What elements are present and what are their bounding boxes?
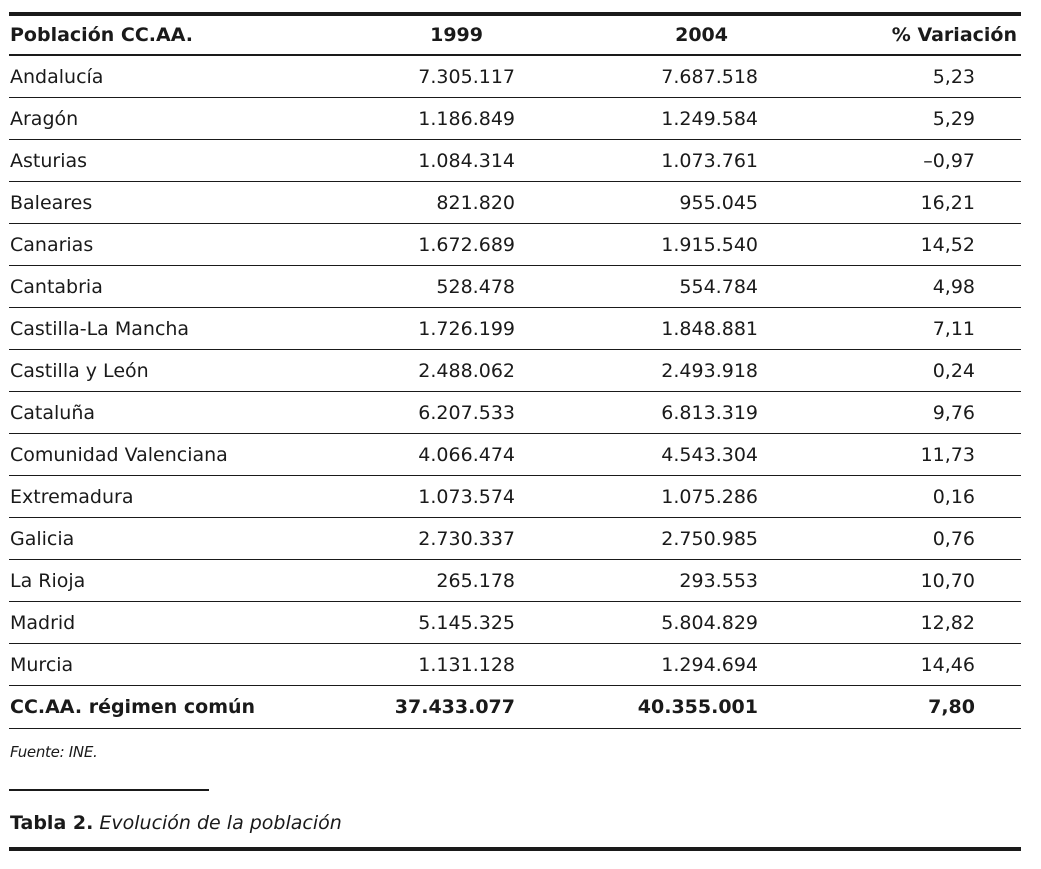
pop-1999-cell: 1.131.128 [349, 644, 515, 686]
table-row [9, 476, 1021, 518]
pop-2004-cell: 1.075.286 [515, 476, 758, 518]
pop-1999-cell: 1.073.574 [349, 476, 515, 518]
variation-cell: 0,76 [758, 518, 1021, 560]
pop-2004-cell: 1.915.540 [515, 224, 758, 266]
bottom-rule [9, 847, 1021, 851]
pop-1999-cell: 821.820 [349, 182, 515, 224]
variation-cell: 14,46 [758, 644, 1021, 686]
region-cell: Asturias [9, 140, 349, 182]
total-1999: 37.433.077 [349, 686, 515, 729]
variation-cell: 4,98 [758, 266, 1021, 308]
pop-1999-cell: 5.145.325 [349, 602, 515, 644]
region-cell: Baleares [9, 182, 349, 224]
region-cell: Andalucía [9, 55, 349, 98]
pop-2004-cell: 554.784 [515, 266, 758, 308]
total-variation: 7,80 [758, 686, 1021, 729]
table-row [9, 98, 1021, 140]
variation-cell: 11,73 [758, 434, 1021, 476]
table-row [9, 308, 1021, 350]
pop-2004-cell: 1.294.694 [515, 644, 758, 686]
table-row [9, 602, 1021, 644]
total-2004: 40.355.001 [515, 686, 758, 729]
pop-2004-cell: 1.073.761 [515, 140, 758, 182]
variation-cell: 7,11 [758, 308, 1021, 350]
table-row [9, 518, 1021, 560]
header-variation: % Variación [758, 16, 1021, 55]
variation-cell: 0,16 [758, 476, 1021, 518]
variation-cell: 10,70 [758, 560, 1021, 602]
pop-2004-cell: 4.543.304 [515, 434, 758, 476]
pop-1999-cell: 1.186.849 [349, 98, 515, 140]
table-row [9, 434, 1021, 476]
pop-2004-cell: 2.493.918 [515, 350, 758, 392]
variation-cell: 16,21 [758, 182, 1021, 224]
header-region: Población CC.AA. [9, 16, 349, 55]
table-row [9, 644, 1021, 686]
region-cell: Murcia [9, 644, 349, 686]
pop-2004-cell: 7.687.518 [515, 55, 758, 98]
variation-cell: 9,76 [758, 392, 1021, 434]
region-cell: Canarias [9, 224, 349, 266]
table-row [9, 224, 1021, 266]
table-row [9, 55, 1021, 98]
region-cell: Cataluña [9, 392, 349, 434]
pop-2004-cell: 1.848.881 [515, 308, 758, 350]
source-note: Fuente: INE. [10, 743, 98, 761]
pop-2004-cell: 293.553 [515, 560, 758, 602]
caption-divider [9, 789, 209, 791]
pop-1999-cell: 1.084.314 [349, 140, 515, 182]
pop-2004-cell: 1.249.584 [515, 98, 758, 140]
header-1999: 1999 [349, 16, 515, 55]
pop-1999-cell: 1.726.199 [349, 308, 515, 350]
region-cell: Aragón [9, 98, 349, 140]
table-row [9, 140, 1021, 182]
population-table [9, 16, 1021, 729]
table-row [9, 560, 1021, 602]
table-row [9, 350, 1021, 392]
region-cell: Galicia [9, 518, 349, 560]
region-cell: Madrid [9, 602, 349, 644]
pop-2004-cell: 2.750.985 [515, 518, 758, 560]
caption-label: Tabla 2. [10, 812, 94, 834]
pop-1999-cell: 2.730.337 [349, 518, 515, 560]
pop-2004-cell: 955.045 [515, 182, 758, 224]
region-cell: Cantabria [9, 266, 349, 308]
table-row [9, 392, 1021, 434]
pop-1999-cell: 4.066.474 [349, 434, 515, 476]
variation-cell: 5,23 [758, 55, 1021, 98]
region-cell: Comunidad Valenciana [9, 434, 349, 476]
variation-cell: 14,52 [758, 224, 1021, 266]
total-row [9, 686, 1021, 729]
pop-2004-cell: 5.804.829 [515, 602, 758, 644]
pop-1999-cell: 7.305.117 [349, 55, 515, 98]
region-cell: Extremadura [9, 476, 349, 518]
variation-cell: 12,82 [758, 602, 1021, 644]
caption-text: Evolución de la población [99, 812, 342, 834]
variation-cell: –0,97 [758, 140, 1021, 182]
pop-2004-cell: 6.813.319 [515, 392, 758, 434]
pop-1999-cell: 265.178 [349, 560, 515, 602]
region-cell: Castilla y León [9, 350, 349, 392]
region-cell: Castilla-La Mancha [9, 308, 349, 350]
pop-1999-cell: 6.207.533 [349, 392, 515, 434]
header-2004: 2004 [515, 16, 758, 55]
total-label: CC.AA. régimen común [9, 686, 349, 729]
pop-1999-cell: 2.488.062 [349, 350, 515, 392]
table-row [9, 266, 1021, 308]
table-row [9, 182, 1021, 224]
header-row [9, 16, 1021, 55]
variation-cell: 0,24 [758, 350, 1021, 392]
pop-1999-cell: 1.672.689 [349, 224, 515, 266]
pop-1999-cell: 528.478 [349, 266, 515, 308]
table-caption [10, 812, 342, 834]
variation-cell: 5,29 [758, 98, 1021, 140]
region-cell: La Rioja [9, 560, 349, 602]
